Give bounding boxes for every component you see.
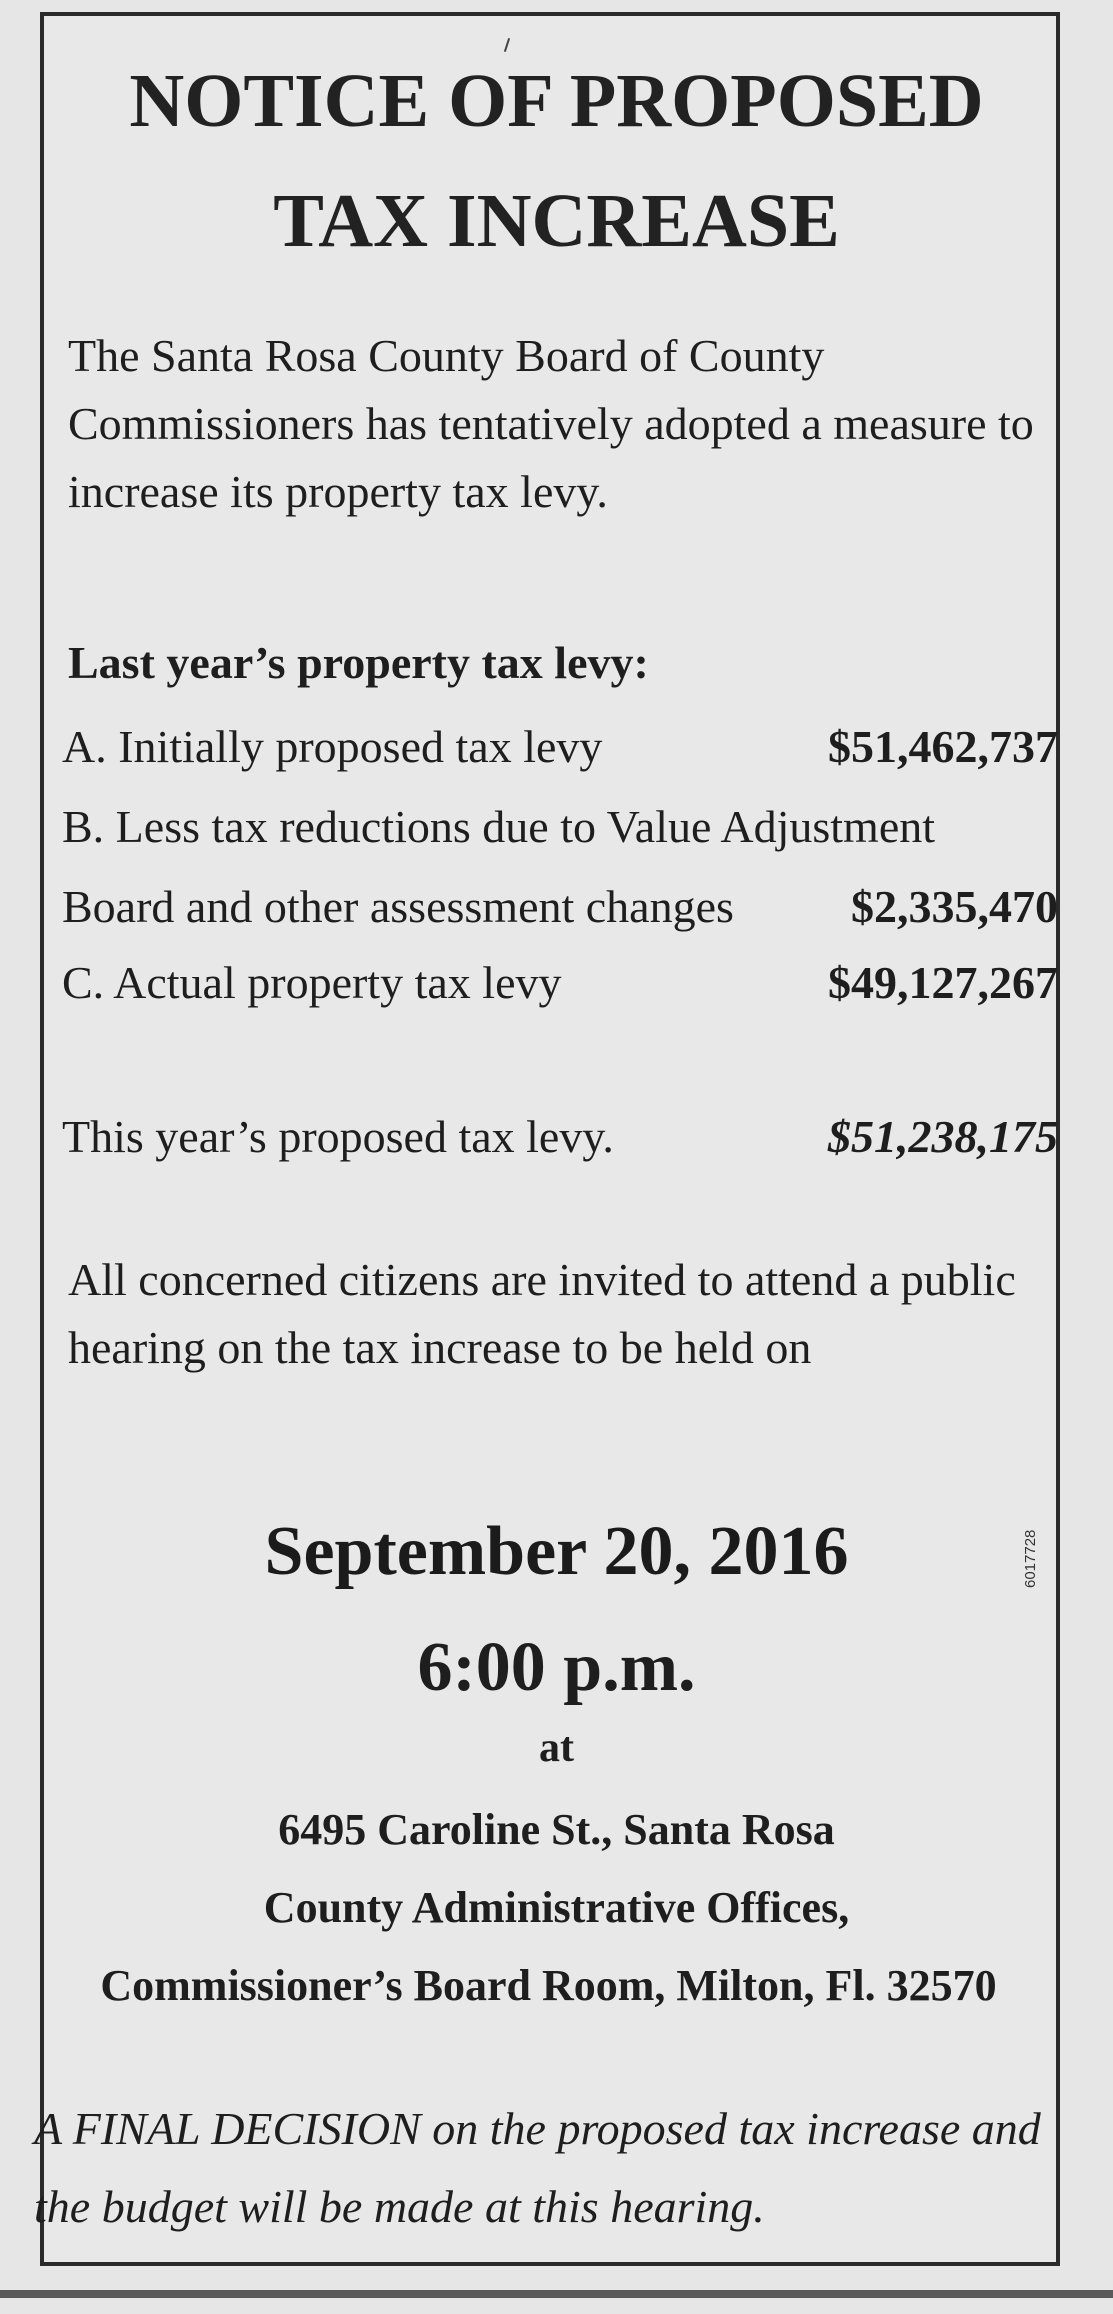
item-b-label-line2: Board and other assessment changes: [62, 881, 734, 932]
page-bottom-rule: [0, 2290, 1113, 2298]
address-line2: County Administrative Offices,: [263, 1883, 850, 1932]
address-line1: 6495 Caroline St., Santa Rosa: [278, 1805, 835, 1854]
item-a-value: $51,462,737: [828, 721, 1058, 772]
hearing-at: at: [539, 1725, 574, 1771]
notice-title-line2: TAX INCREASE: [273, 179, 840, 263]
item-a-label: A. Initially proposed tax levy: [62, 721, 603, 772]
address-line3: Commissioner’s Board Room, Milton, Fl. 32570: [100, 1961, 997, 2010]
this-year-value: $51,238,175: [828, 1111, 1058, 1162]
item-c-value: $49,127,267: [828, 957, 1058, 1008]
ad-id-number: 6017728: [1022, 1529, 1039, 1588]
invitation-paragraph: All concerned citizens are invited to attend a public hearing on the tax increase to be held on: [68, 1254, 1016, 1373]
notice-title-line1: NOTICE OF PROPOSED: [129, 59, 984, 143]
last-year-heading: Last year’s property tax levy:: [68, 637, 649, 688]
item-c-label: C. Actual property tax levy: [62, 957, 562, 1008]
item-b-label-line1: B. Less tax reductions due to Value Adjustment: [62, 801, 936, 852]
this-year-label: This year’s proposed tax levy.: [62, 1111, 614, 1162]
hearing-time: 6:00 p.m.: [417, 1629, 696, 1706]
intro-paragraph: The Santa Rosa County Board of County Commissioners has tentatively adopted a measure to increase its property tax levy.: [68, 330, 1034, 517]
item-b-value: $2,335,470: [851, 881, 1058, 932]
hearing-date: September 20, 2016: [264, 1513, 849, 1590]
final-decision-note: A FINAL DECISION on the proposed tax increase and the budget will be made at this hearing.: [34, 2103, 1041, 2232]
